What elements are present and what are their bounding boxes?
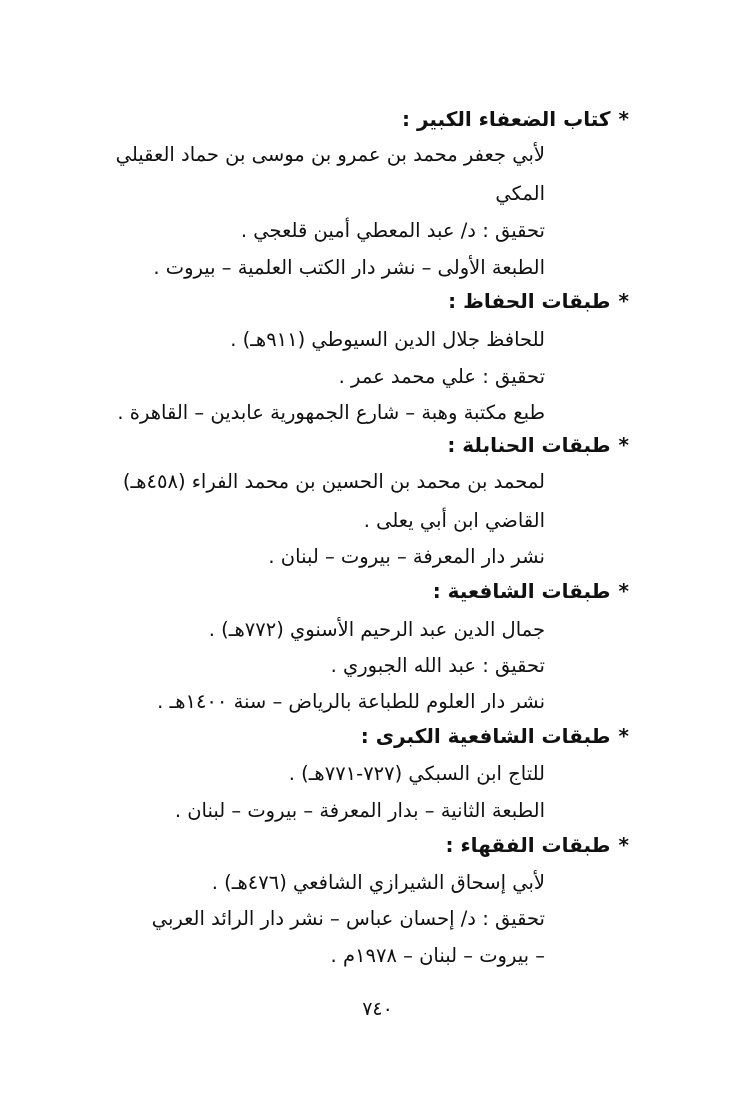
entry-line: الطبعة الأولى – نشر دار الكتب العلمية – بيروت . <box>153 256 545 279</box>
entry-line: لأبي جعفر محمد بن عمرو بن موسى بن حماد العقيلي <box>115 143 545 166</box>
page-number: ٧٤٠ <box>362 998 393 1020</box>
bullet-icon: * <box>618 289 629 313</box>
entry-line: نشر دار المعرفة – بيروت – لبنان . <box>268 545 545 568</box>
bullet-icon: * <box>618 579 629 603</box>
entry-title: طبقات الشافعية الكبرى : <box>360 724 611 748</box>
entry-title: طبقات الفقهاء : <box>445 833 611 857</box>
entry-line: جمال الدين عبد الرحيم الأسنوي (٧٧٢هـ) . <box>208 618 545 641</box>
entry-heading <box>448 286 629 316</box>
entry-line: القاضي ابن أبي يعلى . <box>363 509 545 532</box>
entry-line: تحقيق : د/ إحسان عباس – نشر دار الرائد العربي <box>151 907 545 930</box>
entry-title: طبقات الحنابلة : <box>447 433 611 457</box>
entry-line: للتاج ابن السبكي (٧٢٧-٧٧١هـ) . <box>288 762 545 785</box>
entry-title: كتاب الضعفاء الكبير : <box>401 107 611 131</box>
entry-line: تحقيق : د/ عبد المعطي أمين قلعجي . <box>240 219 545 242</box>
entry-line: نشر دار العلوم للطباعة بالرياض – سنة ١٤٠٠هـ . <box>157 690 545 713</box>
entry-line: تحقيق : علي محمد عمر . <box>338 365 545 388</box>
entry-heading <box>447 430 629 460</box>
entry-line: – بيروت – لبنان – ١٩٧٨م . <box>330 944 545 967</box>
bullet-icon: * <box>618 107 629 131</box>
entry-line: الطبعة الثانية – بدار المعرفة – بيروت – لبنان . <box>174 799 545 822</box>
entry-title: طبقات الشافعية : <box>432 579 611 603</box>
entry-title: طبقات الحفاظ : <box>448 289 611 313</box>
entry-line: لمحمد بن محمد بن الحسين بن محمد الفراء (٤٥٨هـ) <box>122 470 545 493</box>
entry-heading <box>433 576 629 606</box>
entry-line: تحقيق : عبد الله الجبوري . <box>330 654 545 677</box>
entry-line: طبع مكتبة وهبة – شارع الجمهورية عابدين – القاهرة . <box>117 401 545 424</box>
entry-line: المكي <box>495 182 545 205</box>
entry-heading <box>361 721 629 751</box>
bullet-icon: * <box>618 724 629 748</box>
bullet-icon: * <box>618 833 629 857</box>
bullet-icon: * <box>618 433 629 457</box>
entry-line: للحافظ جلال الدين السيوطي (٩١١هـ) . <box>230 328 545 351</box>
entry-line: لأبي إسحاق الشيرازي الشافعي (٤٧٦هـ) . <box>211 871 545 894</box>
entry-heading <box>446 830 630 860</box>
entry-heading <box>402 104 629 134</box>
